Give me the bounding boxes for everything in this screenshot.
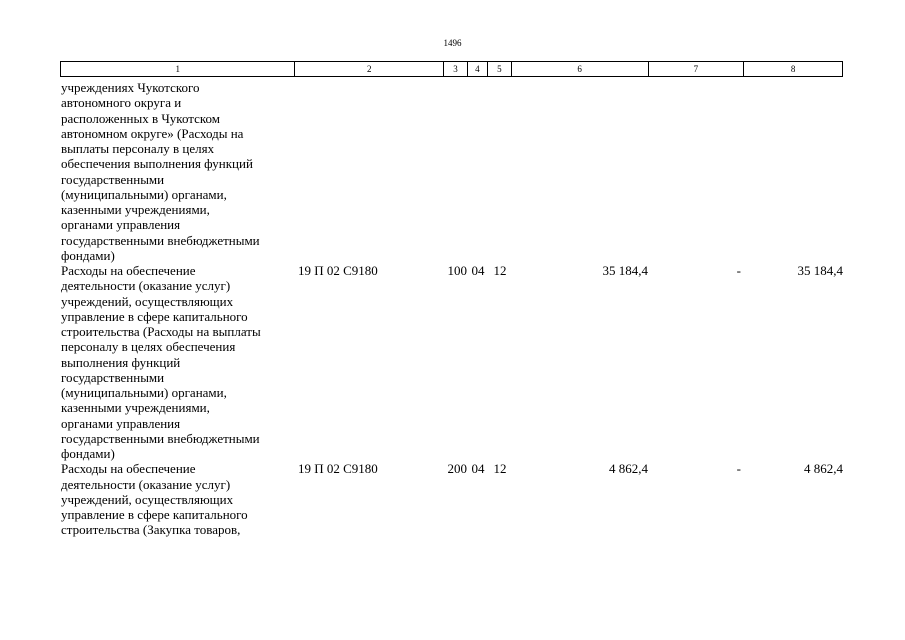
header-col-1: 1 [61, 62, 295, 76]
table-row [60, 80, 843, 263]
row-vr [444, 80, 468, 263]
row-name-line: (муниципальными) органами, [61, 186, 227, 202]
row-col8: 35 184,4 [797, 263, 843, 278]
row-col7 [649, 80, 745, 263]
row-name-line: расположенных в Чукотском [61, 110, 221, 126]
row-name-line: государственными внебюджетными [61, 430, 260, 446]
row-rz: 04 [471, 461, 485, 477]
row-name-line: фондами) [61, 247, 115, 263]
header-col-4: 4 [468, 62, 488, 76]
row-name-line: органами управления [61, 415, 181, 431]
table-row [60, 263, 843, 461]
row-name-line: персоналу в целях обеспечения [61, 339, 236, 355]
row-name [60, 263, 295, 461]
row-vr: 200 [447, 461, 467, 477]
row-csr: 19 П 02 С9180 [298, 263, 378, 278]
row-col7: - [736, 263, 741, 278]
row-name-line: государственными [61, 171, 165, 187]
row-name-line: обеспечения выполнения функций [61, 156, 253, 172]
row-name-line: автономного округа и [61, 95, 182, 111]
row-name-line: органами управления [61, 217, 181, 233]
row-name-line: выплаты персоналу в целях [61, 141, 215, 156]
row-pr: 12 [493, 263, 507, 278]
row-pr [488, 80, 512, 263]
row-name-line: управление в сфере капитального [61, 507, 248, 522]
table-body [60, 80, 843, 538]
row-name-line: деятельности (оказание услуг) [61, 278, 231, 294]
row-rz [468, 80, 488, 263]
row-name-line: учреждениях Чукотского [61, 80, 200, 95]
row-col7: - [736, 461, 741, 477]
row-name-line: автономном округе» (Расходы на [61, 125, 244, 141]
row-total [512, 80, 649, 263]
page-number: 1496 [443, 38, 462, 48]
row-name-line: строительства (Расходы на выплаты [61, 324, 261, 339]
header-col-7: 7 [649, 62, 745, 76]
row-total: 4 862,4 [609, 461, 648, 477]
row-name [60, 461, 295, 537]
row-total: 35 184,4 [602, 263, 648, 278]
row-name-line: Расходы на обеспечение [61, 263, 196, 278]
row-rz: 04 [471, 263, 485, 278]
header-col-5: 5 [488, 62, 512, 76]
row-vr: 100 [447, 263, 467, 278]
row-name-line: учреждений, осуществляющих [61, 293, 234, 309]
row-csr [295, 80, 444, 263]
row-name-line: государственными внебюджетными [61, 232, 260, 248]
header-col-6: 6 [512, 62, 649, 76]
row-name-line: фондами) [61, 446, 115, 461]
header-col-3: 3 [444, 62, 468, 76]
row-name-line: строительства (Закупка товаров, [61, 522, 241, 538]
header-col-2: 2 [295, 62, 444, 76]
table-row [60, 461, 843, 537]
row-name-line: Расходы на обеспечение [61, 461, 196, 477]
row-name-line: государственными [61, 369, 165, 385]
row-name-line: казенными учреждениями, [61, 202, 210, 217]
row-name-line: (муниципальными) органами, [61, 385, 227, 400]
row-name [60, 80, 295, 263]
row-name-line: учреждений, осуществляющих [61, 491, 234, 507]
row-name-line: управление в сфере капитального [61, 308, 248, 324]
table-header [60, 61, 843, 77]
row-name-line: выполнения функций [61, 354, 181, 370]
row-name-line: казенными учреждениями, [61, 400, 210, 416]
row-col8: 4 862,4 [804, 461, 843, 477]
row-pr: 12 [493, 461, 507, 477]
header-col-8: 8 [790, 64, 796, 74]
row-col8 [745, 80, 843, 263]
row-csr: 19 П 02 С9180 [298, 461, 378, 477]
row-name-line: деятельности (оказание услуг) [61, 476, 231, 492]
